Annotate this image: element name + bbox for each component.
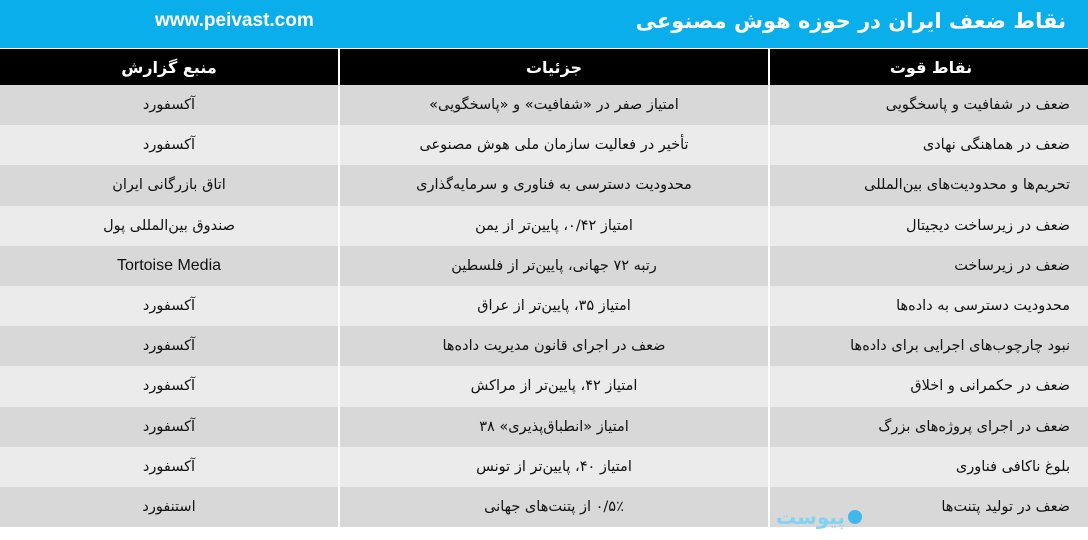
cell-weakness: ضعف در حکمرانی و اخلاق <box>769 366 1088 406</box>
table-header-row <box>0 49 1088 85</box>
cell-source: آکسفورد <box>0 326 339 366</box>
cell-weakness: ضعف در زیرساخت دیجیتال <box>769 206 1088 246</box>
cell-weakness: بلوغ ناکافی فناوری <box>769 447 1088 487</box>
cell-weakness: محدودیت دسترسی به داده‌ها <box>769 286 1088 326</box>
table-row <box>0 487 1088 527</box>
cell-details: ۰/۵٪ از پتنت‌های جهانی <box>339 487 769 527</box>
cell-details: امتیاز صفر در «شفافیت» و «پاسخگویی» <box>339 85 769 125</box>
cell-weakness: ضعف در زیرساخت <box>769 246 1088 286</box>
cell-details: امتیاز ۳۵، پایین‌تر از عراق <box>339 286 769 326</box>
table-row <box>0 246 1088 286</box>
cell-source: استنفورد <box>0 487 339 527</box>
column-header-details: جزئیات <box>339 49 769 85</box>
table-row <box>0 447 1088 487</box>
table-row <box>0 326 1088 366</box>
column-header-weakness: نقاط قوت <box>769 49 1088 85</box>
cell-source: آکسفورد <box>0 125 339 165</box>
cell-details: ضعف در اجرای قانون مدیریت داده‌ها <box>339 326 769 366</box>
cell-weakness: ضعف در تولید پتنت‌ها <box>769 487 1088 527</box>
cell-source: آکسفورد <box>0 286 339 326</box>
cell-source: اتاق بازرگانی ایران <box>0 165 339 205</box>
table-row <box>0 165 1088 205</box>
cell-source: آکسفورد <box>0 447 339 487</box>
cell-details: رتبه ۷۲ جهانی، پایین‌تر از فلسطین <box>339 246 769 286</box>
table-row <box>0 366 1088 406</box>
cell-weakness: تحریم‌ها و محدودیت‌های بین‌المللی <box>769 165 1088 205</box>
cell-source: آکسفورد <box>0 366 339 406</box>
website-url: www.peivast.com <box>155 10 314 31</box>
table-row <box>0 286 1088 326</box>
peivast-logo-watermark <box>776 505 862 529</box>
table-row <box>0 206 1088 246</box>
title-bar <box>0 0 1088 48</box>
cell-weakness: ضعف در اجرای پروژه‌های بزرگ <box>769 407 1088 447</box>
logo-dot-icon <box>848 510 862 524</box>
table-row <box>0 407 1088 447</box>
cell-weakness: ضعف در شفافیت و پاسخگویی <box>769 85 1088 125</box>
logo-text: پیوست <box>776 505 846 529</box>
cell-source: آکسفورد <box>0 85 339 125</box>
cell-details: امتیاز ۰/۴۲، پایین‌تر از یمن <box>339 206 769 246</box>
cell-weakness: نبود چارچوب‌های اجرایی برای داده‌ها <box>769 326 1088 366</box>
cell-weakness: ضعف در هماهنگی نهادی <box>769 125 1088 165</box>
table-row <box>0 85 1088 125</box>
cell-details: امتیاز «انطباق‌پذیری» ۳۸ <box>339 407 769 447</box>
cell-details: محدودیت دسترسی به فناوری و سرمایه‌گذاری <box>339 165 769 205</box>
page-title: نقاط ضعف ایران در حوزه هوش مصنوعی <box>635 9 1066 33</box>
cell-source: آکسفورد <box>0 407 339 447</box>
cell-details: تأخیر در فعالیت سازمان ملی هوش مصنوعی <box>339 125 769 165</box>
table-row <box>0 125 1088 165</box>
cell-source: Tortoise Media <box>0 246 339 286</box>
weaknesses-table <box>0 49 1088 527</box>
cell-details: امتیاز ۴۲، پایین‌تر از مراکش <box>339 366 769 406</box>
cell-source: صندوق بین‌المللی پول <box>0 206 339 246</box>
column-header-source: منبع گزارش <box>0 49 339 85</box>
cell-details: امتیاز ۴۰، پایین‌تر از تونس <box>339 447 769 487</box>
